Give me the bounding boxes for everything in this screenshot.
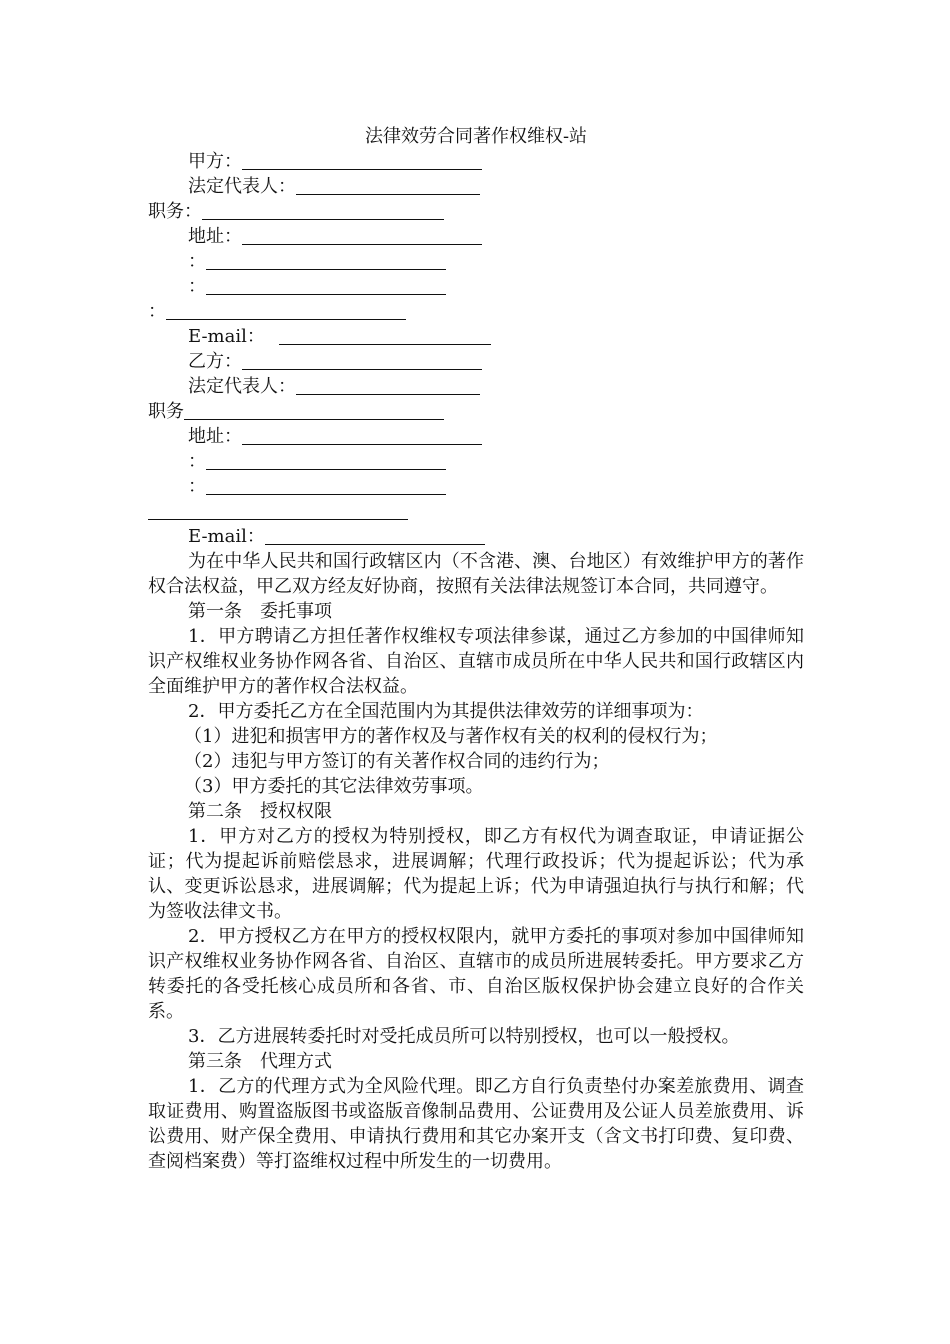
party-b-address-field — [148, 424, 804, 449]
article-1-item-3: （3）甲方委托的其它法律效劳事项。 — [184, 776, 484, 797]
party-b-field — [148, 349, 804, 374]
party-a-blank-label-1: ： — [188, 251, 206, 272]
party-a-address-blank[interactable] — [242, 226, 482, 245]
party-a-blank-3[interactable] — [166, 301, 406, 320]
party-a-blank-field-2 — [148, 274, 804, 299]
article-2-clause-2: 2．甲方授权乙方在甲方的授权权限内，就甲方委托的事项对参加中国律师知识产权维权业务协作网各省、自治区、直辖市的成员所进展转委托。甲方要求乙方转委托的各受托核心成员所和各省、市、自治区版权保护协会建立良好的合作关系。 — [148, 926, 804, 1022]
party-b-rep-blank[interactable] — [296, 376, 480, 395]
party-a-blank[interactable] — [242, 151, 482, 170]
party-a-address-label: 地址： — [188, 226, 242, 247]
document-title: 法律效劳合同著作权维权-站 — [364, 126, 588, 147]
article-2-heading: 第二条 授权权限 — [188, 801, 332, 822]
party-a-blank-1[interactable] — [206, 251, 446, 270]
party-b-blank-3[interactable] — [148, 501, 408, 520]
article-1-clause-2: 2．甲方委托乙方在全国范围内为其提供法律效劳的详细事项为： — [188, 701, 704, 722]
article-3-heading: 第三条 代理方式 — [188, 1051, 332, 1072]
party-b-post-field — [148, 399, 804, 424]
intro-paragraph: 为在中华人民共和国行政辖区内（不含港、澳、台地区）有效维护甲方的著作权合法权益，甲乙双方经友好协商，按照有关法律法规签订本合同，共同遵守。 — [148, 551, 804, 597]
party-b-address-blank[interactable] — [242, 426, 482, 445]
party-b-label: 乙方： — [188, 351, 242, 372]
party-a-post-field — [148, 199, 804, 224]
party-b-email-label: E-mail： — [188, 526, 265, 547]
party-a-rep-label: 法定代表人： — [188, 176, 296, 197]
party-b-email-field — [148, 524, 804, 549]
party-a-rep-field — [148, 174, 804, 199]
party-a-email-blank[interactable] — [279, 326, 491, 345]
party-b-post-label: 职务 — [148, 401, 184, 422]
party-b-email-blank[interactable] — [265, 526, 485, 545]
party-a-field — [148, 149, 804, 174]
party-b-rep-label: 法定代表人： — [188, 376, 296, 397]
article-2-clause-1: 1．甲方对乙方的授权为特别授权，即乙方有权代为调查取证，申请证据公证；代为提起诉前赔偿恳求，进展调解；代理行政投诉；代为提起诉讼；代为承认、变更诉讼恳求，进展调解；代为提起上诉；代为申请强迫执行与执行和解；代为签收法律文书。 — [148, 826, 804, 922]
document-body — [148, 124, 804, 1174]
party-b-blank-label-2: ： — [188, 476, 206, 497]
party-b-blank-1[interactable] — [206, 451, 446, 470]
party-a-blank-field-1 — [148, 249, 804, 274]
party-a-rep-blank[interactable] — [296, 176, 480, 195]
article-2-clause-3: 3．乙方进展转委托时对受托成员所可以特别授权，也可以一般授权。 — [188, 1026, 740, 1047]
article-1-item-2: （2）违犯与甲方签订的有关著作权合同的违约行为； — [184, 751, 610, 772]
party-a-blank-field-3 — [148, 299, 804, 324]
article-1-item-1: （1）进犯和损害甲方的著作权及与著作权有关的权利的侵权行为； — [184, 726, 718, 747]
party-a-address-field — [148, 224, 804, 249]
party-b-blank-label-1: ： — [188, 451, 206, 472]
party-b-blank-2[interactable] — [206, 476, 446, 495]
party-a-post-label: 职务： — [148, 201, 202, 222]
party-a-blank-label-3: ： — [148, 301, 166, 322]
article-1-clause-1: 1．甲方聘请乙方担任著作权维权专项法律参谋，通过乙方参加的中国律师知识产权维权业务协作网各省、自治区、直辖市成员所在中华人民共和国行政辖区内全面维护甲方的著作权合法权益。 — [148, 626, 804, 697]
party-a-label: 甲方： — [188, 151, 242, 172]
party-b-address-label: 地址： — [188, 426, 242, 447]
party-b-rep-field — [148, 374, 804, 399]
party-a-post-blank[interactable] — [202, 201, 444, 220]
party-b-blank-field-2 — [148, 474, 804, 499]
party-a-email-label: E-mail： — [188, 326, 265, 347]
party-a-email-field — [148, 324, 804, 349]
article-1-heading: 第一条 委托事项 — [188, 601, 332, 622]
party-b-post-blank[interactable] — [184, 401, 444, 420]
party-a-blank-label-2: ： — [188, 276, 206, 297]
party-b-blank-field-1 — [148, 449, 804, 474]
party-b-blank-field-3 — [148, 499, 804, 524]
party-a-blank-2[interactable] — [206, 276, 446, 295]
party-b-blank[interactable] — [242, 351, 482, 370]
article-3-clause-1: 1．乙方的代理方式为全风险代理。即乙方自行负责垫付办案差旅费用、调查取证费用、购置盗版图书或盗版音像制品费用、公证费用及公证人员差旅费用、诉讼费用、财产保全费用、申请执行费用和其它办案开支（含文书打印费、复印费、查阅档案费）等打盗维权过程中所发生的一切费用。 — [148, 1076, 804, 1172]
